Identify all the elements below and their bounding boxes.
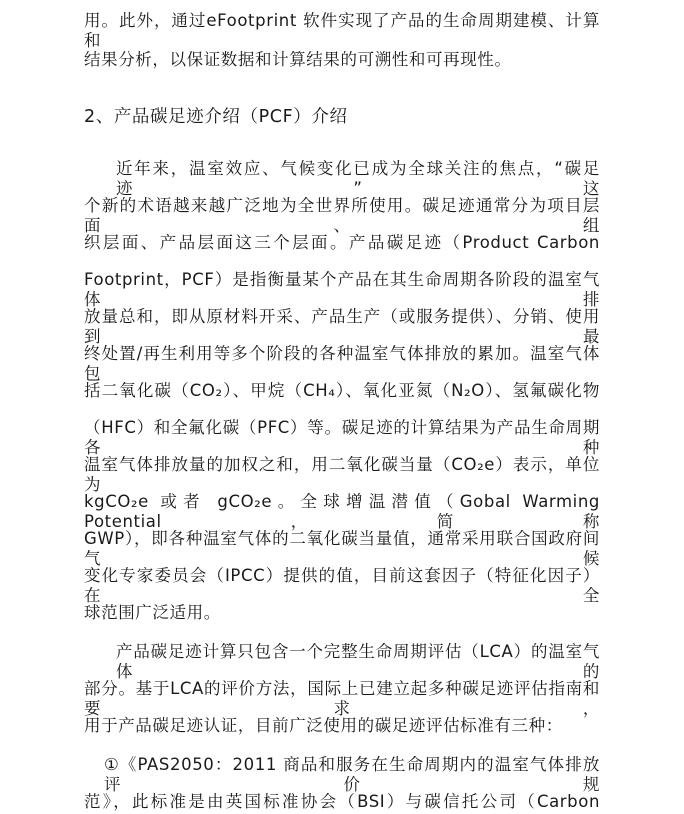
- section-heading: 2、产品碳足迹介绍（PCF）介绍: [84, 107, 348, 127]
- para1-line-11: GWP），即各种温室气体的二氧化碳当量值，通常采用联合国政府间气候: [84, 529, 600, 568]
- para1-line-7: 括二氧化碳（CO₂）、甲烷（CH₄）、氧化亚氮（N₂O）、氢氟碳化物: [84, 381, 600, 400]
- text-line-2: 结果分析，以保证数据和计算结果的可溯性和可再现性。: [84, 50, 512, 69]
- para1-line-6: 终处置/再生利用等多个阶段的各种温室气体排放的累加。温室气体包: [84, 344, 600, 383]
- para3-line-1: ①《PAS2050：2011 商品和服务在生命周期内的温室气体排放评价规: [104, 755, 600, 794]
- para1-line-3: 织层面、产品层面这三个层面。产品碳足迹（Product Carbon: [84, 233, 600, 252]
- para1-line-10: kgCO₂e 或者 gCO₂e。全球增温潜值（Gobal Warming Potential，简称: [84, 492, 600, 531]
- para2-line-2: 部分。基于LCA的评价方法，国际上已建立起多种碳足迹评估指南和要求，: [84, 679, 600, 718]
- para1-line-4: Footprint，PCF）是指衡量某个产品在其生命周期各阶段的温室气体排: [84, 270, 600, 309]
- text-line-1: 用。此外，通过eFootprint 软件实现了产品的生命周期建模、计算和: [84, 11, 600, 50]
- para1-line-2: 个新的术语越来越广泛地为全世界所使用。碳足迹通常分为项目层面、组: [84, 196, 600, 235]
- para2-line-1: 产品碳足迹计算只包含一个完整生命周期评估（LCA）的温室气体的: [116, 642, 600, 681]
- para1-line-12: 变化专家委员会（IPCC）提供的值，目前这套因子（特征化因子）在全: [84, 566, 600, 605]
- para1-line-1: 近年来，温室效应、气候变化已成为全球关注的焦点，“碳足迹”这: [116, 159, 600, 198]
- para1-line-13: 球范围广泛适用。: [84, 603, 221, 622]
- para3-line-2: 范》，此标准是由英国标准协会（BSI）与碳信托公司（Carbon: [84, 792, 600, 811]
- para1-line-5: 放量总和，即从原材料开采、产品生产（或服务提供）、分销、使用到最: [84, 307, 600, 346]
- para1-line-9: 温室气体排放量的加权之和，用二氧化碳当量（CO₂e）表示，单位为: [84, 455, 600, 494]
- para1-line-8: （HFC）和全氟化碳（PFC）等。碳足迹的计算结果为产品生命周期各种: [84, 418, 600, 457]
- para2-line-3: 用于产品碳足迹认证，目前广泛使用的碳足迹评估标准有三种：: [84, 716, 563, 735]
